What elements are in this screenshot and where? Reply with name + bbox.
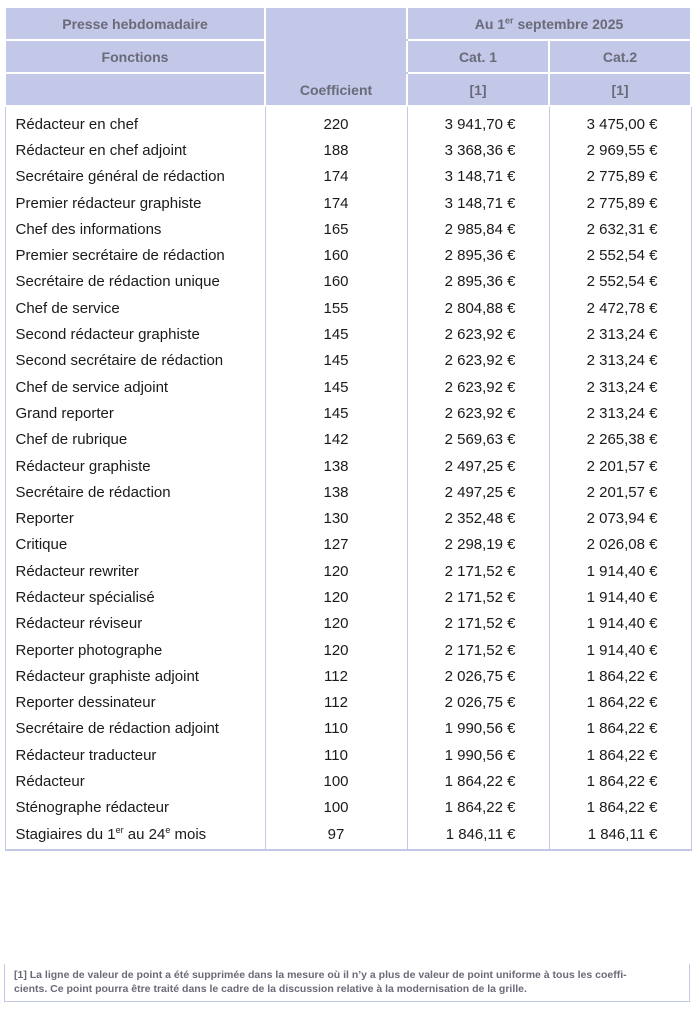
cell-fonction-part: er xyxy=(115,824,124,835)
cell-coefficient: 110 xyxy=(265,742,407,768)
cell-cat1: 1 990,56 € xyxy=(407,716,549,742)
cell-cat2: 2 313,24 € xyxy=(549,374,691,400)
cell-coefficient: 112 xyxy=(265,690,407,716)
cell-coefficient: 220 xyxy=(265,106,407,137)
cell-fonction: Sténographe rédacteur xyxy=(5,795,265,821)
footnote xyxy=(4,964,690,1002)
table-row xyxy=(5,295,691,321)
table-row xyxy=(5,558,691,584)
cell-fonction: Rédacteur en chef adjoint xyxy=(5,137,265,163)
cell-coefficient: 120 xyxy=(265,584,407,610)
cell-cat1: 1 864,22 € xyxy=(407,795,549,821)
table-row xyxy=(5,663,691,689)
cell-cat2: 2 265,38 € xyxy=(549,427,691,453)
cell-fonction xyxy=(5,821,265,850)
cell-coefficient: 120 xyxy=(265,611,407,637)
cell-cat2: 2 969,55 € xyxy=(549,137,691,163)
cell-coefficient: 100 xyxy=(265,768,407,794)
cell-cat1: 2 171,52 € xyxy=(407,558,549,584)
cell-cat1: 2 623,92 € xyxy=(407,348,549,374)
cell-fonction-part: au 24 xyxy=(123,825,166,843)
cell-fonction-part: mois xyxy=(170,825,207,843)
cell-cat2: 1 914,40 € xyxy=(549,637,691,663)
table-row xyxy=(5,637,691,663)
cell-cat2: 1 864,22 € xyxy=(549,716,691,742)
header-note-ref-cat1: [1] xyxy=(407,73,549,106)
cell-cat1: 2 497,25 € xyxy=(407,453,549,479)
cell-coefficient: 165 xyxy=(265,216,407,242)
cell-fonction: Reporter photographe xyxy=(5,637,265,663)
table-row xyxy=(5,716,691,742)
cell-cat2: 2 026,08 € xyxy=(549,532,691,558)
cell-coefficient: 138 xyxy=(265,479,407,505)
cell-cat2: 1 864,22 € xyxy=(549,690,691,716)
cell-cat2: 1 864,22 € xyxy=(549,768,691,794)
cell-fonction: Reporter dessinateur xyxy=(5,690,265,716)
cell-fonction: Rédacteur graphiste xyxy=(5,453,265,479)
cell-coefficient: 142 xyxy=(265,427,407,453)
table-row xyxy=(5,321,691,347)
cell-cat2: 2 552,54 € xyxy=(549,242,691,268)
header-press-title: Presse hebdomadaire xyxy=(5,7,265,40)
cell-fonction: Chef de service xyxy=(5,295,265,321)
cell-cat2: 2 472,78 € xyxy=(549,295,691,321)
cell-fonction: Secrétaire de rédaction unique xyxy=(5,269,265,295)
cell-fonction: Rédacteur en chef xyxy=(5,106,265,137)
header-cat2: Cat.2 xyxy=(549,40,691,73)
table-row xyxy=(5,690,691,716)
table-row xyxy=(5,532,691,558)
cell-cat2: 2 201,57 € xyxy=(549,453,691,479)
cell-cat2: 2 073,94 € xyxy=(549,505,691,531)
cell-fonction: Secrétaire de rédaction xyxy=(5,479,265,505)
table-row xyxy=(5,795,691,821)
header-empty-cell xyxy=(5,73,265,106)
header-date-sup: er xyxy=(505,14,514,25)
header-cat1: Cat. 1 xyxy=(407,40,549,73)
cell-cat2: 2 775,89 € xyxy=(549,164,691,190)
table-row xyxy=(5,400,691,426)
cell-fonction: Second rédacteur graphiste xyxy=(5,321,265,347)
cell-cat1: 3 148,71 € xyxy=(407,190,549,216)
cell-cat1: 2 895,36 € xyxy=(407,242,549,268)
cell-cat1: 3 368,36 € xyxy=(407,137,549,163)
cell-fonction: Grand reporter xyxy=(5,400,265,426)
cell-coefficient: 112 xyxy=(265,663,407,689)
cell-cat1: 2 623,92 € xyxy=(407,374,549,400)
table-row xyxy=(5,106,691,137)
table-row xyxy=(5,505,691,531)
cell-coefficient: 138 xyxy=(265,453,407,479)
cell-cat1: 2 171,52 € xyxy=(407,611,549,637)
cell-coefficient: 188 xyxy=(265,137,407,163)
cell-cat1: 2 026,75 € xyxy=(407,690,549,716)
header-row-3 xyxy=(5,73,691,106)
cell-cat1: 3 941,70 € xyxy=(407,106,549,137)
cell-cat1: 2 985,84 € xyxy=(407,216,549,242)
table-row xyxy=(5,216,691,242)
table-row xyxy=(5,374,691,400)
table-row xyxy=(5,821,691,850)
cell-cat2: 1 864,22 € xyxy=(549,742,691,768)
cell-coefficient: 130 xyxy=(265,505,407,531)
header-blank-cell-2 xyxy=(265,40,407,73)
cell-fonction: Rédacteur spécialisé xyxy=(5,584,265,610)
cell-cat1: 2 171,52 € xyxy=(407,584,549,610)
cell-cat1: 1 846,11 € xyxy=(407,821,549,850)
table-row xyxy=(5,768,691,794)
table-row xyxy=(5,742,691,768)
cell-cat2: 2 632,31 € xyxy=(549,216,691,242)
cell-fonction: Second secrétaire de rédaction xyxy=(5,348,265,374)
header-row-2 xyxy=(5,40,691,73)
cell-cat2: 1 914,40 € xyxy=(549,584,691,610)
cell-coefficient: 100 xyxy=(265,795,407,821)
cell-fonction-part: e xyxy=(165,824,171,835)
footnote-line-2: cients. Ce point pourra être traité dans le cadre de la discussion relative à la modernisation de la grille. xyxy=(14,983,527,995)
cell-cat1: 2 804,88 € xyxy=(407,295,549,321)
table-body xyxy=(5,106,691,850)
cell-coefficient: 145 xyxy=(265,400,407,426)
cell-fonction: Rédacteur graphiste adjoint xyxy=(5,663,265,689)
cell-cat1: 2 623,92 € xyxy=(407,400,549,426)
cell-coefficient: 174 xyxy=(265,164,407,190)
cell-cat1: 2 352,48 € xyxy=(407,505,549,531)
cell-cat1: 1 990,56 € xyxy=(407,742,549,768)
cell-fonction: Rédacteur rewriter xyxy=(5,558,265,584)
table-row xyxy=(5,427,691,453)
table-row xyxy=(5,453,691,479)
header-coefficient: Coefficient xyxy=(265,73,407,106)
cell-coefficient: 110 xyxy=(265,716,407,742)
cell-cat1: 1 864,22 € xyxy=(407,768,549,794)
cell-coefficient: 97 xyxy=(265,821,407,850)
salary-grid-table xyxy=(4,6,692,851)
footnote-line-1: [1] La ligne de valeur de point a été supprimée dans la mesure où il n’y a plus de valeur de point uniforme à tous les coeffi- xyxy=(14,969,627,981)
cell-coefficient: 127 xyxy=(265,532,407,558)
cell-coefficient: 160 xyxy=(265,242,407,268)
cell-cat1: 2 171,52 € xyxy=(407,637,549,663)
cell-cat2: 1 864,22 € xyxy=(549,795,691,821)
header-note-ref-cat2: [1] xyxy=(549,73,691,106)
cell-fonction: Rédacteur xyxy=(5,768,265,794)
cell-cat2: 1 914,40 € xyxy=(549,558,691,584)
cell-fonction: Rédacteur réviseur xyxy=(5,611,265,637)
table-row xyxy=(5,190,691,216)
cell-coefficient: 120 xyxy=(265,637,407,663)
cell-coefficient: 155 xyxy=(265,295,407,321)
cell-fonction: Chef de service adjoint xyxy=(5,374,265,400)
cell-coefficient: 120 xyxy=(265,558,407,584)
cell-cat2: 1 864,22 € xyxy=(549,663,691,689)
table-header xyxy=(5,7,691,106)
cell-cat1: 2 026,75 € xyxy=(407,663,549,689)
cell-cat1: 2 569,63 € xyxy=(407,427,549,453)
cell-fonction: Secrétaire général de rédaction xyxy=(5,164,265,190)
table-row xyxy=(5,348,691,374)
header-blank-cell xyxy=(265,7,407,40)
header-date-prefix: Au 1 xyxy=(474,15,506,32)
cell-cat2: 2 552,54 € xyxy=(549,269,691,295)
cell-coefficient: 160 xyxy=(265,269,407,295)
cell-coefficient: 145 xyxy=(265,348,407,374)
cell-fonction: Rédacteur traducteur xyxy=(5,742,265,768)
cell-cat2: 2 313,24 € xyxy=(549,400,691,426)
table-row xyxy=(5,479,691,505)
cell-cat2: 2 775,89 € xyxy=(549,190,691,216)
cell-cat1: 2 497,25 € xyxy=(407,479,549,505)
cell-cat2: 2 201,57 € xyxy=(549,479,691,505)
cell-cat2: 2 313,24 € xyxy=(549,321,691,347)
cell-fonction: Critique xyxy=(5,532,265,558)
cell-fonction: Chef des informations xyxy=(5,216,265,242)
cell-cat1: 2 298,19 € xyxy=(407,532,549,558)
table-row xyxy=(5,164,691,190)
table-row xyxy=(5,269,691,295)
cell-coefficient: 174 xyxy=(265,190,407,216)
header-functions: Fonctions xyxy=(5,40,265,73)
cell-fonction: Premier rédacteur graphiste xyxy=(5,190,265,216)
cell-fonction: Reporter xyxy=(5,505,265,531)
cell-fonction: Secrétaire de rédaction adjoint xyxy=(5,716,265,742)
table-row xyxy=(5,137,691,163)
table-row xyxy=(5,242,691,268)
cell-cat2: 1 914,40 € xyxy=(549,611,691,637)
cell-cat2: 3 475,00 € xyxy=(549,106,691,137)
header-date-suffix: septembre 2025 xyxy=(513,15,624,32)
cell-cat1: 3 148,71 € xyxy=(407,164,549,190)
header-date xyxy=(407,7,691,40)
cell-cat2: 2 313,24 € xyxy=(549,348,691,374)
header-row-1 xyxy=(5,7,691,40)
cell-coefficient: 145 xyxy=(265,374,407,400)
cell-fonction-part: Stagiaires du 1 xyxy=(15,825,116,843)
cell-cat1: 2 623,92 € xyxy=(407,321,549,347)
cell-coefficient: 145 xyxy=(265,321,407,347)
cell-fonction: Premier secrétaire de rédaction xyxy=(5,242,265,268)
cell-cat2: 1 846,11 € xyxy=(549,821,691,850)
table-row xyxy=(5,611,691,637)
table-row xyxy=(5,584,691,610)
cell-fonction: Chef de rubrique xyxy=(5,427,265,453)
cell-cat1: 2 895,36 € xyxy=(407,269,549,295)
